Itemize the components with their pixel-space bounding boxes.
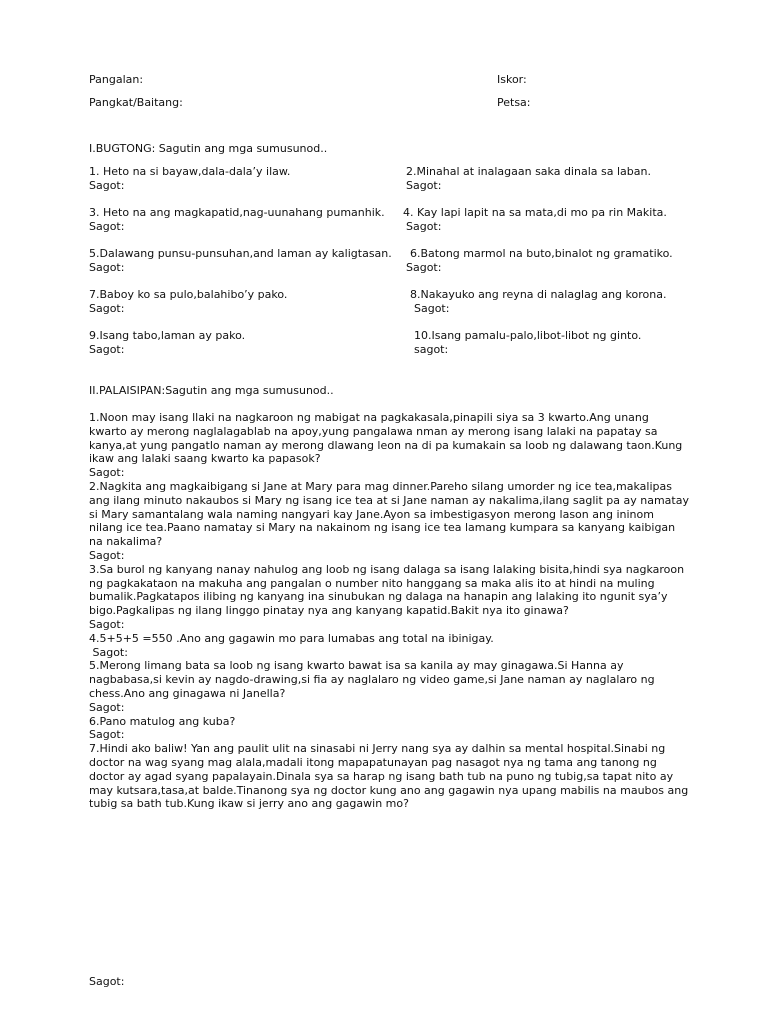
riddle-question: 4. Kay lapi lapit na sa mata,di mo pa rin Makita. (403, 206, 667, 219)
puzzle-question: 5.Merong limang bata sa loob ng isang kwarto bawat isa sa kanila ay may ginagawa.Si Hanna ay nagbabasa,si kevin ay nagdo-drawing,si fia ay naglalaro ng video game,si Jane naman ay naglalaro ng chess.Ano ang ginagawa ni Janella? (89, 659, 655, 700)
riddle-answer-label: Sagot: (406, 260, 442, 274)
riddle-answer-label: Sagot: (406, 219, 442, 233)
riddle-answer-label: Sagot: (89, 342, 125, 356)
puzzle-question: 4.5+5+5 =550 .Ano ang gagawin mo para lumabas ang total na ibinigay. (89, 631, 494, 645)
riddle-item (406, 247, 673, 275)
section-label: Pangkat/Baitang: (89, 96, 183, 109)
puzzle-question: 1.Noon may isang llaki na nagkaroon ng mabigat na pagkakasala,pinapili siya sa 3 kwarto.Ang unang kwarto ay merong naglalagablab na apoy,yung pangalawa nman ay merong isang lalaki na papatay sa kanya,at yung pangatlo naman ay merong dlawang leon na di pa kumakain sa loob ng dalawang taon.Kung ikaw ang lalaki saang kwarto ka papasok? (89, 411, 683, 466)
riddle-item (89, 288, 287, 316)
riddle-question: 3. Heto na ang magkapatid,nag-uunahang pumanhik. (89, 206, 385, 219)
riddle-answer-label: Sagot: (89, 260, 125, 274)
puzzle-answer-label: Sagot: (89, 645, 128, 659)
part1-title: I.BUGTONG: Sagutin ang mga sumusunod.. (89, 142, 328, 155)
riddle-answer-label: Sagot: (406, 178, 442, 192)
riddle-item (403, 206, 667, 234)
part2-title: II.PALAISIPAN:Sagutin ang mga sumusunod.. (89, 384, 334, 397)
score-label: Iskor: (497, 73, 527, 86)
riddle-answer-label: sagot: (414, 342, 449, 356)
riddle-question: 9.Isang tabo,laman ay pako. (89, 329, 246, 342)
puzzle-answer-label: Sagot: (89, 466, 125, 480)
final-answer-label: Sagot: (89, 975, 125, 988)
riddle-answer-label: Sagot: (89, 178, 125, 192)
puzzle-answer-label: Sagot: (89, 700, 125, 714)
riddle-question: 8.Nakayuko ang reyna di nalaglag ang korona. (410, 288, 667, 301)
puzzle-list (89, 411, 689, 811)
riddle-question: 5.Dalawang punsu-punsuhan,and laman ay kaligtasan. (89, 247, 392, 260)
puzzle-answer-label: Sagot: (89, 548, 125, 562)
puzzle-answer-label: Sagot: (89, 617, 125, 631)
date-label: Petsa: (497, 96, 531, 109)
riddle-answer-label: Sagot: (89, 219, 125, 233)
puzzle-question: 7.Hindi ako baliw! Yan ang paulit ulit na sinasabi ni Jerry nang sya ay dalhin sa mental hospital.Sinabi ng doctor na wag syang mag alala,madali itong mapapatunayan pag nasagot nya ng tama ang tanong ng doctor ay agad syang papalayain.Dinala sya sa harap ng isang bath tub na puno ng tubig,sa tapat nito ay may kutsara,tasa,at balde.Tinanong sya ng doctor kung ano ang gagawin nya upang mabilis na maubos ang tubig sa bath tub.Kung ikaw si jerry ano ang gagawin mo? (89, 742, 689, 811)
riddle-answer-label: Sagot: (89, 301, 125, 315)
riddle-item (410, 288, 666, 316)
riddle-question: 7.Baboy ko sa pulo,balahibo’y pako. (89, 288, 288, 301)
riddle-item (89, 165, 290, 193)
riddle-item (89, 206, 385, 234)
riddle-question: 10.Isang pamalu-palo,libot-libot ng ginto. (414, 329, 642, 342)
puzzle-answer-label: Sagot: (89, 728, 125, 742)
riddle-item (414, 329, 641, 357)
riddle-answer-label: Sagot: (414, 301, 450, 315)
riddle-question: 2.Minahal at inalagaan saka dinala sa laban. (406, 165, 651, 178)
riddle-item (406, 165, 651, 193)
name-label: Pangalan: (89, 73, 144, 86)
puzzle-question: 2.Nagkita ang magkaibigang si Jane at Mary para mag dinner.Pareho silang umorder ng ice tea,makalipas ang ilang minuto nakaubos si Mary ng isang ice tea at si Jane naman ay nakalima,ilang saglit pa ay namatay si Mary samantalang wala naming nangyari kay Jane.Ayon sa imbestigasyon merong lason ang ininom nilang ice tea.Paano namatay si Mary na nakainom ng isang ice tea lamang kumpara sa kanyang kaibigan na nakalima? (89, 479, 689, 549)
riddle-question: 6.Batong marmol na buto,binalot ng gramatiko. (410, 247, 673, 260)
puzzle-question: 6.Pano matulog ang kuba? (89, 714, 236, 728)
puzzle-question: 3.Sa burol ng kanyang nanay nahulog ang loob ng isang dalaga sa isang lalaking bisita,hindi sya nagkaroon ng pagkakataon na makuha ang pangalan o number nito hanggang sa maka alis ito at hindi na muling bumalik.Pagkatapos ilibing ng kanyang ina sinubukan ng dalaga na hanapin ang lalaking ito ngunit sya’y bigo.Pagkalipas ng ilang linggo pinatay nya ang kanyang kapatid.Bakit nya ito ginawa? (89, 562, 685, 618)
riddle-item (89, 329, 245, 357)
riddle-item (89, 247, 392, 275)
riddle-question: 1. Heto na si bayaw,dala-dala’y ilaw. (89, 165, 291, 178)
